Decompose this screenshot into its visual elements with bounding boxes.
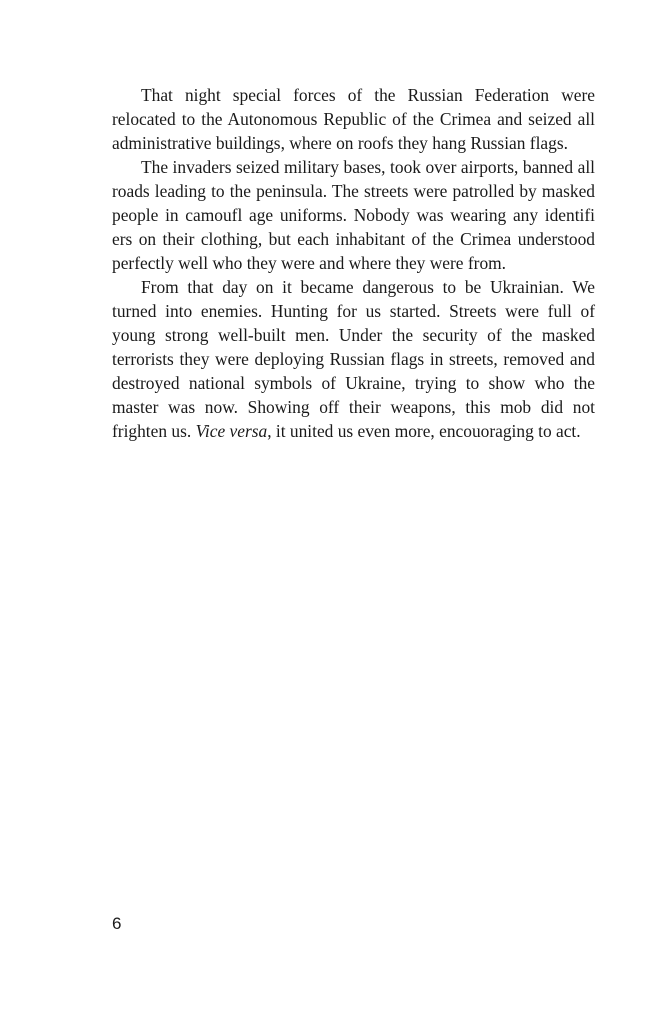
page-number: 6: [112, 914, 122, 933]
paragraph-3-text-end: , it united us even more, encouoraging to act.: [267, 421, 581, 441]
body-text: [112, 83, 595, 443]
paragraph-3: [112, 275, 595, 443]
paragraph-2: The invaders seized military bases, took over airports, banned all roads leading to the peninsula. The streets were patrolled by masked people in camoufl age uniforms. Nobody was wearing any identifi ers on their clothing, but each inhabitant of the Crimea understood perfectly well who they were and where they were from.: [112, 157, 595, 273]
paragraph-3-italic-phrase: Vice versa: [195, 421, 268, 441]
paragraph-1: That night special forces of the Russian Federation were relocated to the Autonomous Republic of the Crimea and seized all administrative buildings, where on roofs they hang Russian flags.: [112, 85, 595, 153]
paragraph-3-text: From that day on it became dangerous to be Ukrainian. We turned into enemies. Hunting for us started. Streets were full of young strong well-built men. Under the security of the masked terrorists they were deploying Russian flags in streets, removed and destroyed national symbols of Ukraine, trying to show who the master was now. Showing off their weapons, this mob did not frighten us.: [112, 277, 595, 441]
